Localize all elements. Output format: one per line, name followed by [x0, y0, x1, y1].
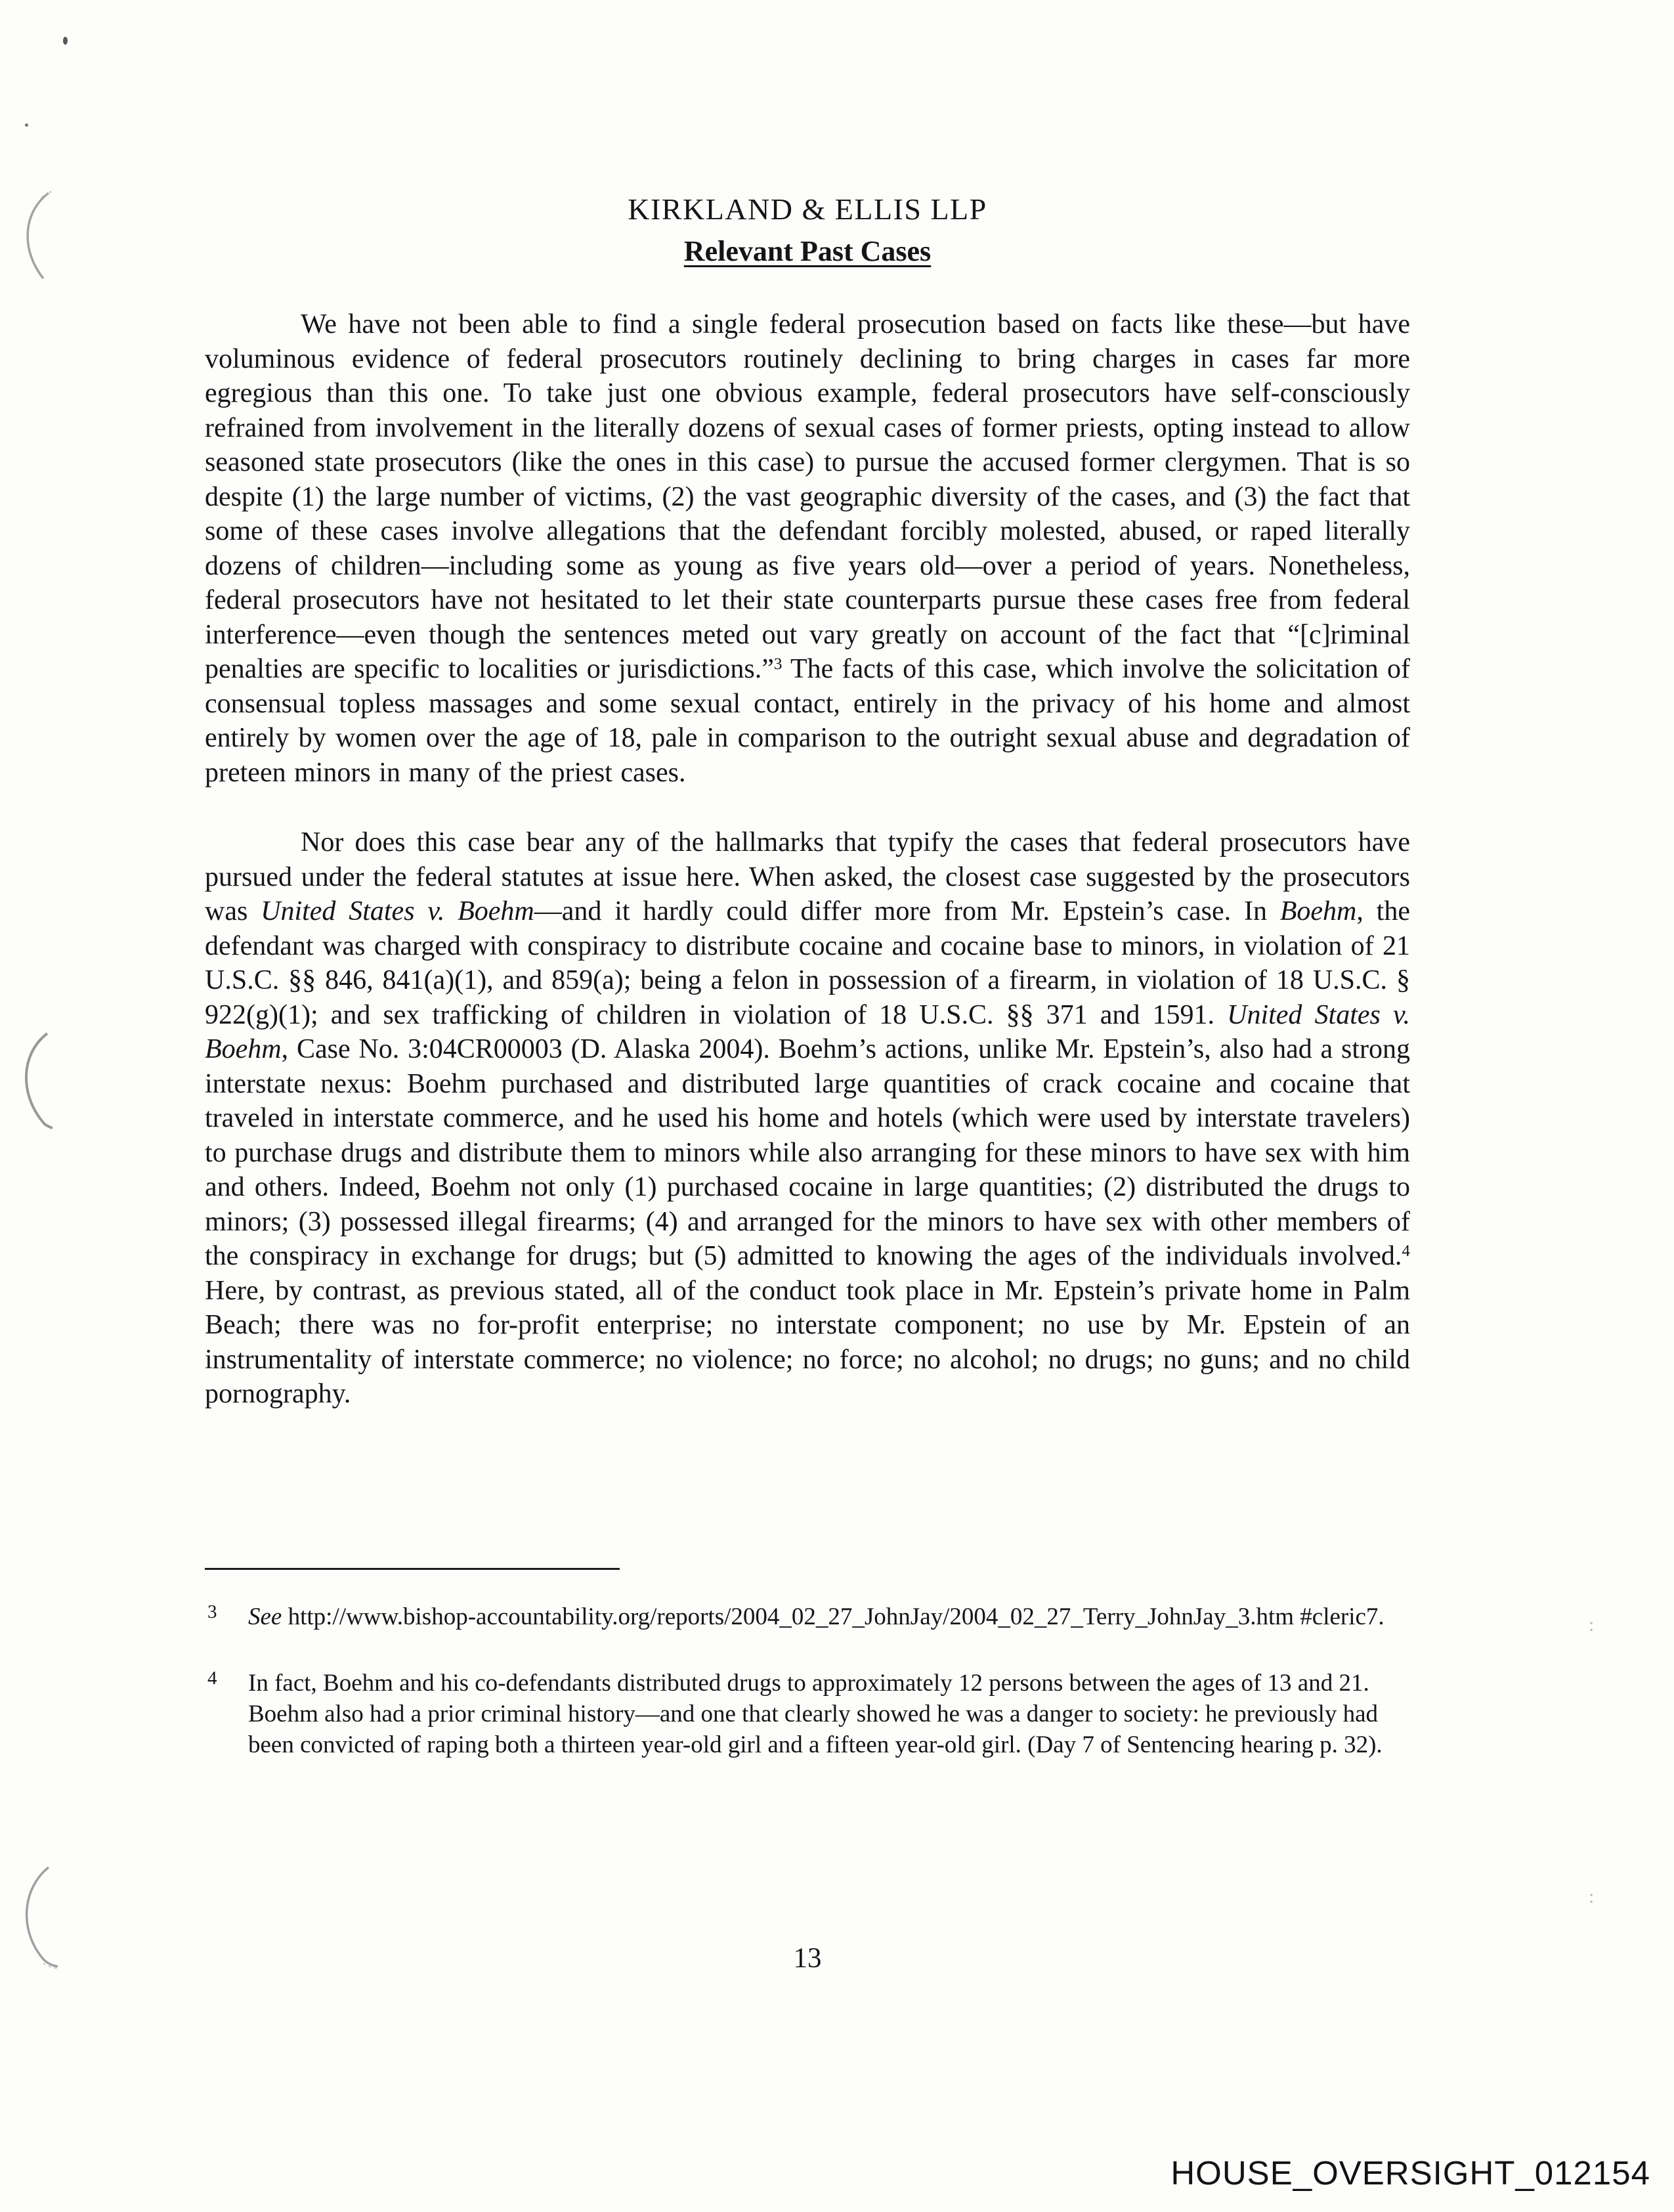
document-header	[205, 192, 1410, 268]
footnote-3	[205, 1601, 1385, 1632]
footnote-text: See http://www.bishop-accountability.org/reports/2004_02_27_JohnJay/2004_02_27_Terry_JohnJay_3.htm #cleric7.	[248, 1603, 1384, 1630]
footnotes-section	[205, 1568, 1385, 1796]
scan-artifact-curl-top	[14, 190, 54, 282]
scan-artifact-curl-middle	[14, 1031, 54, 1129]
footnote-4	[205, 1668, 1385, 1760]
document-body	[205, 192, 1410, 1447]
footnote-separator	[205, 1568, 620, 1570]
footnote-text: In fact, Boehm and his co-defendants distributed drugs to approximately 12 persons between the ages of 13 and 21. Boehm also had a prior criminal history—and one that clearly showed he was a danger to society: he previously had been convicted of raping both a thirteen year-old girl and a fifteen year-old girl. (Day 7 of Sentencing hearing p. 32).	[248, 1670, 1383, 1758]
scan-artifact-curl-bottom	[14, 1865, 60, 1970]
paragraph-2: Nor does this case bear any of the hallmarks that typify the cases that federal prosecutors have pursued under the federal statutes at issue here. When asked, the closest case suggested by the prosecutors was United States v. Boehm—and it hardly could differ more from Mr. Epstein’s case. In Boehm, the defendant was charged with conspiracy to distribute cocaine and cocaine base to minors, in violation of 21 U.S.C. §§ 846, 841(a)(1), and 859(a); being a felon in possession of a firearm, in violation of 18 U.S.C. § 922(g)(1); and sex trafficking of children in violation of 18 U.S.C. §§ 371 and 1591. United States v. Boehm, Case No. 3:04CR00003 (D. Alaska 2004). Boehm’s actions, unlike Mr. Epstein’s, also had a strong interstate nexus: Boehm purchased and distributed large quantities of crack cocaine and cocaine that traveled in interstate commerce, and he used his home and hotels (which were used by interstate travelers) to purchase drugs and distribute them to minors while also arranging for these minors to have sex with him and others. Indeed, Boehm not only (1) purchased cocaine in large quantities; (2) distributed the drugs to minors; (3) possessed illegal firearms; (4) and arranged for the minors to have sex with other members of the conspiracy in exchange for drugs; but (5) admitted to knowing the ages of the individuals involved.$^4$ Here, by contrast, as previous stated, all of the conduct took place in Mr. Epstein’s private home in Palm Beach; there was no for-profit enterprise; no interstate component; no use by Mr. Epstein of an instrumentality of interstate commerce; no violence; no force; no alcohol; no drugs; no guns; and no child pornography.	[205, 827, 1410, 1409]
scan-artifact-mark: :	[1589, 1614, 1595, 1636]
scan-artifact-speck	[63, 37, 68, 45]
page-number: 13	[793, 1943, 822, 1974]
footnote-number: 3	[207, 1601, 217, 1622]
scan-artifact-mark: :	[1589, 1886, 1595, 1907]
document-title: Relevant Past Cases	[683, 235, 932, 267]
footnote-number: 4	[207, 1668, 217, 1689]
paragraph-1: We have not been able to find a single federal prosecution based on facts like these—but have voluminous evidence of federal prosecutors routinely declining to bring charges in cases far more egregious than this one. To take just one obvious example, federal prosecutors have self-consciously refrained from involvement in the literally dozens of sexual cases of former priests, opting instead to allow seasoned state prosecutors (like the ones in this case) to pursue the accused former clergymen. That is so despite (1) the large number of victims, (2) the vast geographic diversity of the cases, and (3) the fact that some of these cases involve allegations that the defendant forcibly molested, abused, or raped literally dozens of children—including some as young as five years old—over a period of years. Nonetheless, federal prosecutors have not hesitated to let their state counterparts pursue these cases free from federal interference—even though the sentences meted out vary greatly on account of the fact that “[c]riminal penalties are specific to localities or jurisdictions.”$^3$ The facts of this case, which involve the solicitation of consensual topless massages and some sexual contact, entirely in the privacy of his home and almost entirely by women over the age of 18, pale in comparison to the outright sexual abuse and degradation of preteen minors in many of the priest cases.	[205, 309, 1410, 788]
firm-name: KIRKLAND & ELLIS LLP	[628, 192, 987, 226]
scan-artifact-speck	[25, 123, 28, 127]
bates-stamp: HOUSE_OVERSIGHT_012154	[1170, 2154, 1650, 2192]
